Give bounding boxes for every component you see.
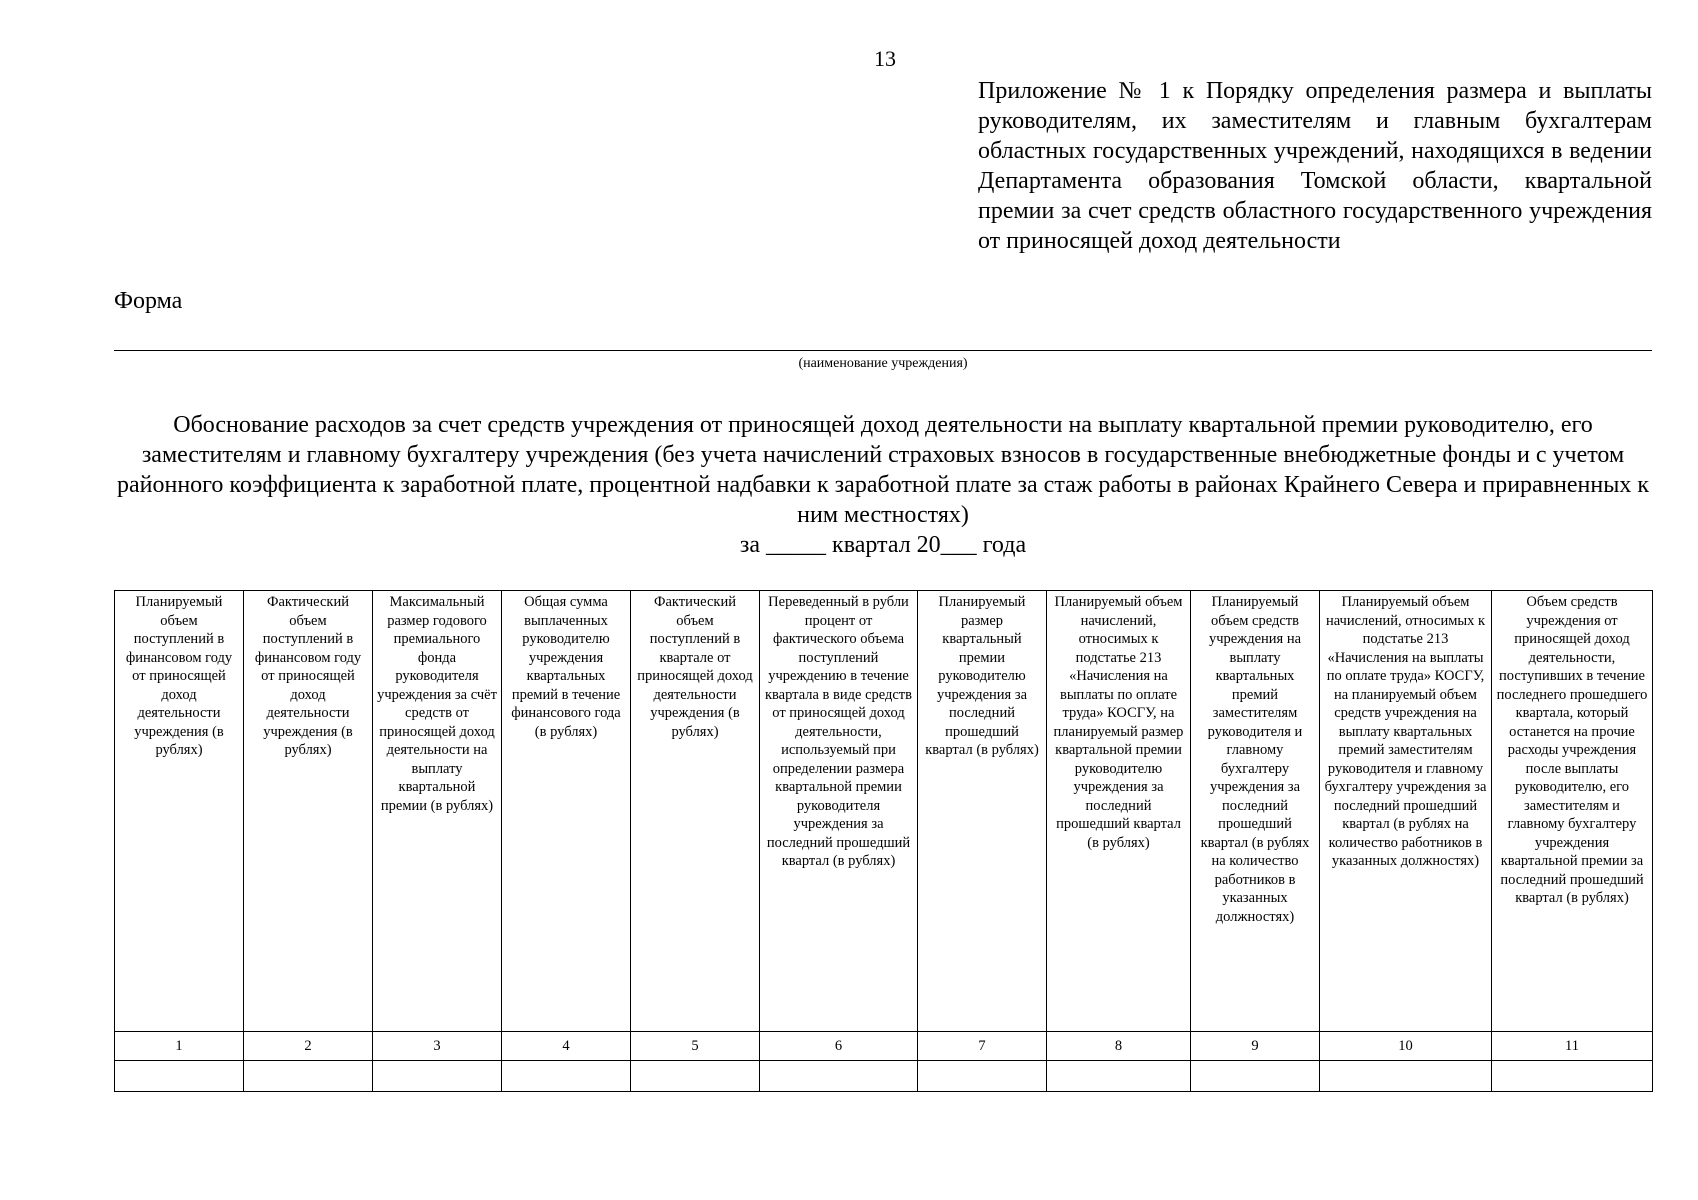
data-cell[interactable] (1047, 1061, 1191, 1092)
column-number: 9 (1191, 1032, 1320, 1061)
column-number: 5 (631, 1032, 760, 1061)
column-number: 2 (244, 1032, 373, 1061)
data-cell[interactable] (373, 1061, 502, 1092)
column-header: Планируемый объем начислений, относимых к подстатье 213 «Начисления на выплаты по оплате труда» КОСГУ, на планируемый размер квартальной премии руководителю учреждения за последний прошедший квартал (в рублях) (1047, 591, 1191, 1032)
institution-name-line[interactable] (114, 350, 1652, 351)
form-label: Форма (114, 288, 183, 314)
data-cell[interactable] (1492, 1061, 1653, 1092)
column-header: Максимальный размер годового премиального фонда руководителя учреждения за счёт средств от приносящей доход деятельности на выплату квартальной премии (в рублях) (373, 591, 502, 1032)
institution-caption: (наименование учреждения) (798, 356, 968, 371)
column-number-row (115, 1032, 1653, 1061)
column-number: 8 (1047, 1032, 1191, 1061)
column-number: 11 (1492, 1032, 1653, 1061)
column-header: Фактический объем поступлений в квартале от приносящей доход деятельности учреждения (в рублях) (631, 591, 760, 1032)
column-header: Планируемый объем поступлений в финансовом году от приносящей доход деятельности учреждения (в рублях) (115, 591, 244, 1032)
data-cell[interactable] (502, 1061, 631, 1092)
column-header: Планируемый размер квартальный премии руководителю учреждения за последний прошедший квартал (в рублях) (918, 591, 1047, 1032)
column-number: 7 (918, 1032, 1047, 1061)
table-data-row (115, 1061, 1653, 1092)
data-cell[interactable] (115, 1061, 244, 1092)
column-header: Планируемый объем средств учреждения на выплату квартальных премий заместителям руководителя и главному бухгалтеру учреждения за последний прошедший квартал (в рублях на количество работников в указанных должностях) (1191, 591, 1320, 1032)
column-header: Переведенный в рубли процент от фактического объема поступлений учреждению в течение квартала в виде средств от приносящей доход деятельности, используемый при определении размера квартальной премии руководителя учреждения за последний прошедший квартал (в рублях) (760, 591, 918, 1032)
data-cell[interactable] (918, 1061, 1047, 1092)
table-header-row (115, 591, 1653, 1032)
page-number: 13 (874, 46, 896, 71)
data-cell[interactable] (244, 1061, 373, 1092)
data-cell[interactable] (1320, 1061, 1492, 1092)
column-header: Общая сумма выплаченных руководителю учреждения квартальных премий в течение финансового года (в рублях) (502, 591, 631, 1032)
column-header: Объем средств учреждения от приносящей доход деятельности, поступивших в течение последнего прошедшего квартала, который останется на прочие расходы учреждения после выплаты руководителю, его заместителям и главному бухгалтеру учреждения квартальной премии за последний прошедший квартал (в рублях) (1492, 591, 1653, 1032)
justification-table (114, 590, 1653, 1092)
heading-main: Обоснование расходов за счет средств учреждения от приносящей доход деятельности на выплату квартальной премии руководителю, его заместителям и главному бухгалтеру учреждения (без учета начислений страховых взносов в государственные внебюджетные фонды и с учетом районного коэффициента к заработной плате, процентной надбавки к заработной плате за стаж работы в районах Крайнего Севера и приравненных к ним местностях) (117, 412, 1649, 528)
column-number: 4 (502, 1032, 631, 1061)
column-number: 1 (115, 1032, 244, 1061)
appendix-note: Приложение № 1 к Порядку определения размера и выплаты руководителям, их заместителям и главным бухгалтерам областных государственных учреждений, находящихся в ведении Департамента образования Томской области, квартальной премии за счет средств областного государственного учреждения от приносящей доход деятельности (978, 78, 1652, 254)
column-number: 10 (1320, 1032, 1492, 1061)
column-header: Планируемый объем начислений, относимых к подстатье 213 «Начисления на выплаты по оплате труда» КОСГУ, на планируемый объем средств учреждения на выплату квартальных премий заместителям руководителя и главному бухгалтеру учреждения за последний прошедший квартал (в рублях на количество работников в указанных должностях) (1320, 591, 1492, 1032)
heading-period: за _____ квартал 20___ года (739, 532, 1027, 558)
column-header: Фактический объем поступлений в финансовом году от приносящей доход деятельности учреждения (в рублях) (244, 591, 373, 1032)
data-cell[interactable] (631, 1061, 760, 1092)
data-cell[interactable] (1191, 1061, 1320, 1092)
column-number: 6 (760, 1032, 918, 1061)
document-heading (114, 410, 1652, 560)
data-cell[interactable] (760, 1061, 918, 1092)
column-number: 3 (373, 1032, 502, 1061)
